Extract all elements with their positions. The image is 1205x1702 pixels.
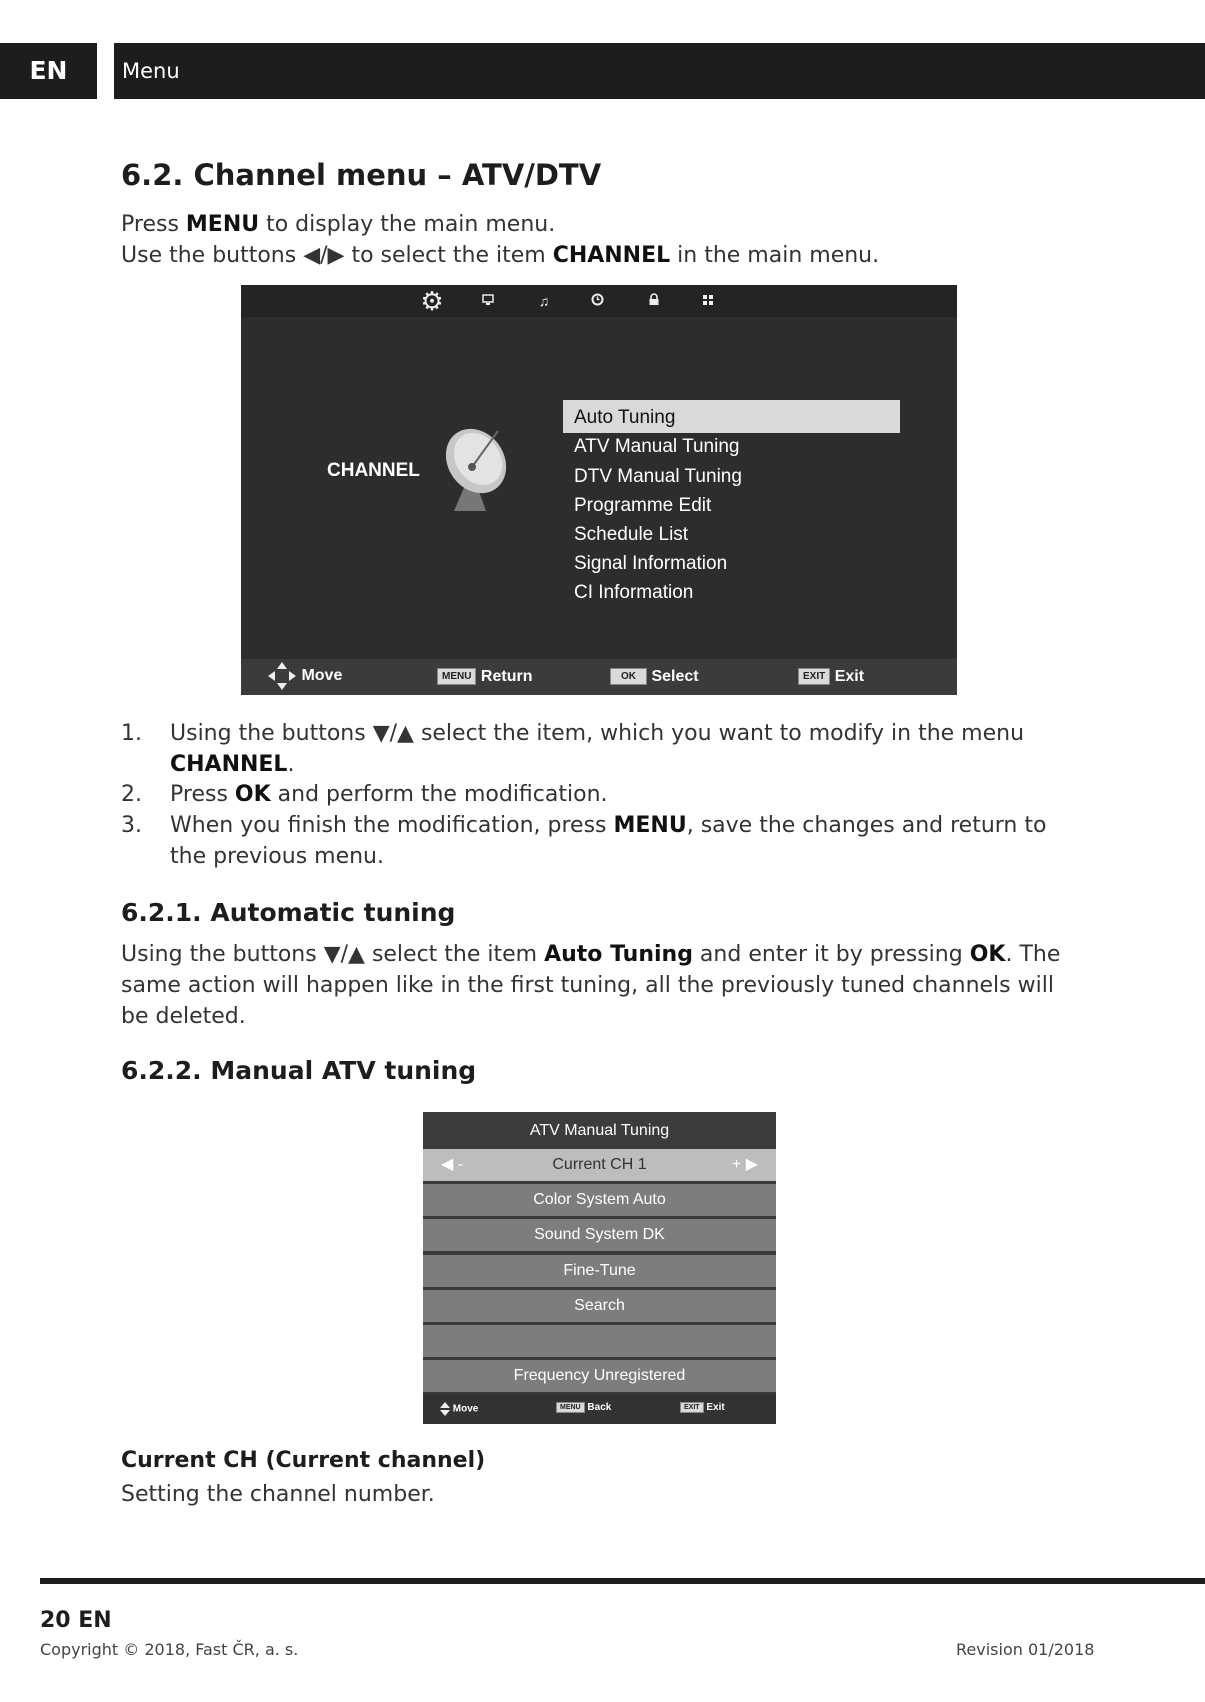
copyright: Copyright © 2018, Fast ČR, a. s. xyxy=(40,1640,299,1659)
picture-icon xyxy=(475,289,501,313)
select-hint: OK Select xyxy=(610,668,699,686)
current-ch-heading: Current CH (Current channel) xyxy=(121,1448,486,1473)
atv-manual-tuning-screenshot xyxy=(423,1112,776,1424)
satellite-dish-icon xyxy=(436,423,516,515)
atv-dialog-footer xyxy=(423,1394,776,1424)
atv-dialog-title: ATV Manual Tuning xyxy=(423,1112,776,1145)
empty-row xyxy=(423,1325,776,1357)
menu-key: MENU xyxy=(437,668,476,685)
revision: Revision 01/2018 xyxy=(956,1640,1095,1659)
intro-line-2: Use the buttons ◀/▶ to select the item CHANNEL in the main menu. xyxy=(121,243,880,268)
footer-rule xyxy=(40,1578,1205,1584)
automatic-tuning-text: Using the buttons ▼/▲ select the item Auto Tuning and enter it by pressing OK. The same action will happen like in the first tuning, all the previously tuned channels will be deleted. xyxy=(121,942,1061,1029)
menu-icon-bar xyxy=(241,285,957,317)
dpad-icon xyxy=(267,661,297,691)
exit-hint: EXIT Exit xyxy=(680,1402,725,1413)
music-icon: ♫ xyxy=(538,293,550,309)
channel-menu-screenshot xyxy=(241,285,957,695)
language-tab: EN xyxy=(0,43,97,99)
menu-item-dtv-manual-tuning[interactable]: DTV Manual Tuning xyxy=(574,466,742,487)
menu-item-ci-information[interactable]: CI Information xyxy=(574,582,694,603)
menu-item-programme-edit[interactable]: Programme Edit xyxy=(574,495,712,516)
section-title: 6.2. Channel menu – ATV/DTV xyxy=(121,158,602,192)
exit-hint: EXIT Exit xyxy=(798,668,864,686)
subsection-title-manual-atv-tuning: 6.2.2. Manual ATV tuning xyxy=(121,1056,477,1085)
exit-key: EXIT xyxy=(680,1402,704,1413)
gear-icon: ⚙ xyxy=(420,286,444,316)
ok-key: OK xyxy=(610,668,647,685)
frequency-status-row: Frequency Unregistered xyxy=(423,1360,776,1392)
current-ch-description: Setting the channel number. xyxy=(121,1482,435,1507)
menu-item-atv-manual-tuning[interactable]: ATV Manual Tuning xyxy=(574,436,740,457)
up-down-arrows-icon xyxy=(440,1402,450,1416)
current-ch-row[interactable]: ◀ - Current CH 1 + ▶ xyxy=(423,1149,776,1181)
menu-key: MENU xyxy=(556,1402,585,1413)
exit-key: EXIT xyxy=(798,668,830,685)
lock-icon xyxy=(641,289,667,313)
color-system-row[interactable]: Color System Auto xyxy=(423,1184,776,1216)
channel-label: CHANNEL xyxy=(327,460,420,481)
return-hint: MENU Return xyxy=(437,668,532,686)
search-row[interactable]: Search xyxy=(423,1290,776,1322)
decrease-arrow-icon[interactable]: ◀ - xyxy=(441,1156,464,1173)
menu-item-auto-tuning[interactable]: Auto Tuning xyxy=(574,407,676,428)
section-header: Menu xyxy=(114,43,1205,99)
page-number: 20 EN xyxy=(40,1608,112,1633)
menu-item-schedule-list[interactable]: Schedule List xyxy=(574,524,689,545)
menu-footer xyxy=(241,659,957,695)
app-icon xyxy=(695,289,721,313)
back-hint: MENU Back xyxy=(556,1402,611,1413)
increase-arrow-icon[interactable]: + ▶ xyxy=(731,1156,758,1173)
move-hint: Move xyxy=(440,1402,478,1416)
clock-icon xyxy=(584,289,610,313)
intro-line-1: Press MENU to display the main menu. xyxy=(121,212,556,237)
sound-system-row[interactable]: Sound System DK xyxy=(423,1219,776,1251)
move-hint: Move xyxy=(267,661,342,691)
subsection-title-automatic-tuning: 6.2.1. Automatic tuning xyxy=(121,898,456,927)
menu-item-signal-information[interactable]: Signal Information xyxy=(574,553,728,574)
fine-tune-row[interactable]: Fine-Tune xyxy=(423,1255,776,1287)
